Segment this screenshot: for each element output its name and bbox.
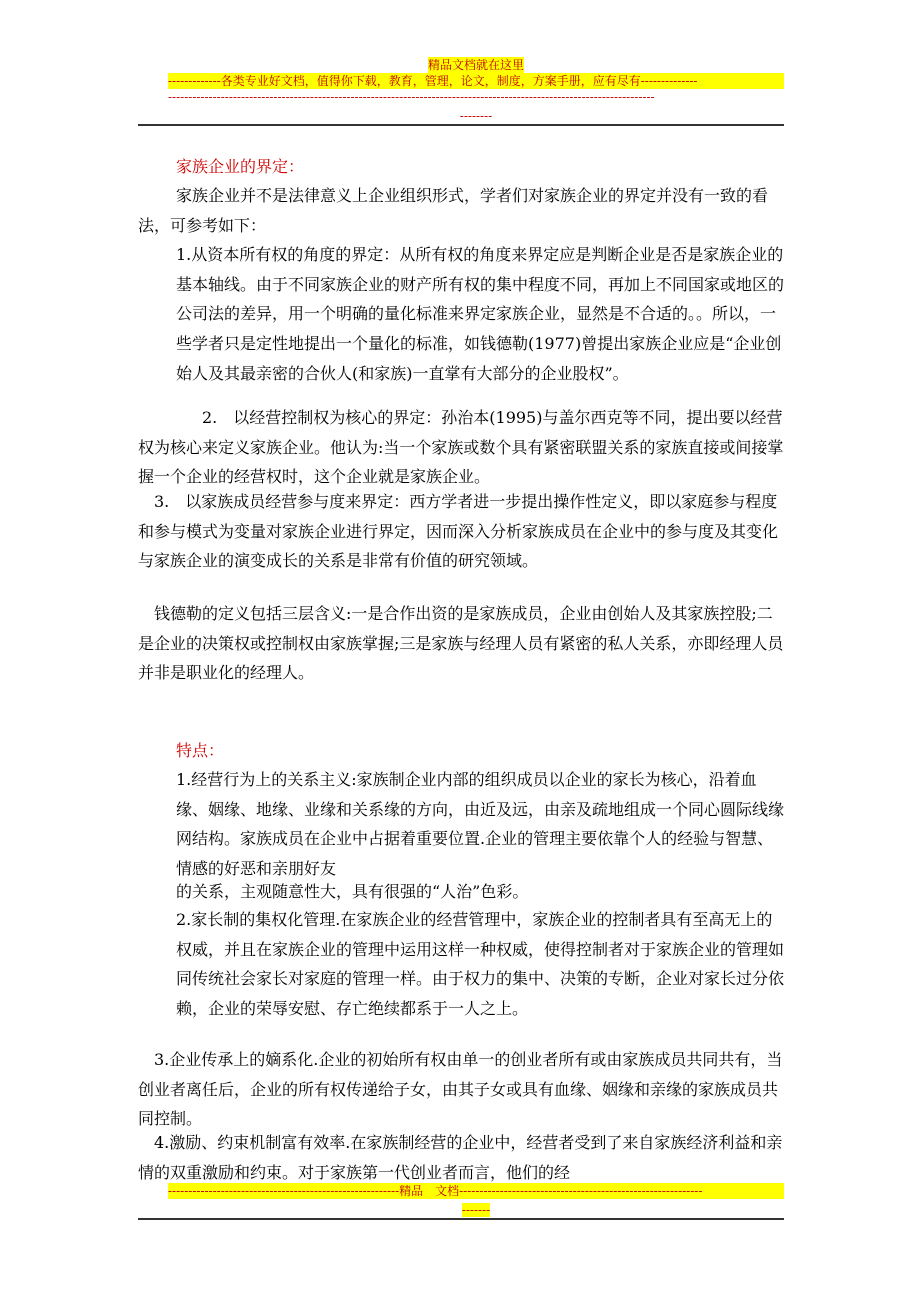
section1-heading: 家族企业的界定： xyxy=(176,157,305,176)
section2-item1-cont: 的关系，主观随意性大，具有很强的“人治”色彩。 xyxy=(176,882,529,901)
header-rule xyxy=(138,124,784,126)
page-header xyxy=(168,54,784,124)
footer-rule xyxy=(138,1218,784,1220)
section2-item2: 2.家长制的集权化管理.在家族企业的经营管理中，家族企业的控制者具有至高无上的权威，并且在家族企业的管理中运用这样一种权威，使得控制者对于家族企业的管理如同传统社会家长对家庭的管理一样。由于权力的集中、决策的专断，企业对家长过分依赖，企业的荣辱安慰、存亡绝续都系于一人之上。 xyxy=(176,910,785,1019)
footer-line: ---------------------------------------------------------精品 文档------------------------------------------------------------ xyxy=(168,1183,784,1199)
section1-item3: 3. 以家族成员经营参与度来界定：西方学者进一步提出操作性定义，即以家庭参与程度和参与模式为变量对家族企业进行界定，因而深入分析家族成员在企业中的参与度及其变化与家族企业的演变成长的关系是非常有价值的研究领域。 xyxy=(138,492,779,571)
section1-item1: 1.从资本所有权的角度的界定：从所有权的角度来界定应是判断企业是否是家族企业的基本轴线。由于不同家族企业的财产所有权的集中程度不同，再加上不同国家或地区的公司法的差异，用一个明确的量化标准来界定家族企业，显然是不合适的。。所以，一些学者只是定性地提出一个量化的标准，如钱德勒(1977)曾提出家族企业应是“企业创始人及其最亲密的合伙人(和家族)一直掌有大部分的企业股权”。 xyxy=(176,245,785,383)
section2-item1: 1.经营行为上的关系主义:家族制企业内部的组织成员以企业的家长为核心，沿着血缘、姻缘、地缘、业缘和关系缘的方向，由近及远，由亲及疏地组成一个同心圆际线缘网结构。家族成员在企业中占据着重要位置.企业的管理主要依靠个人的经验与智慧、情感的好恶和亲朋好友 xyxy=(176,770,785,879)
footer-tail-wrap xyxy=(168,1199,784,1218)
section2-item4: 4.激励、约束机制富有效率.在家族制经营的企业中，经营者受到了来自家族经济利益和亲情的双重激励和约束。对于家族第一代创业者而言，他们的经 xyxy=(138,1133,783,1182)
section1-note: 钱德勒的定义包括三层含义:一是合作出资的是家族成员，企业由创始人及其家族控股;二是企业的决策权或控制权由家族掌握;三是家族与经理人员有紧密的私人关系，亦即经理人员并非是职业化的经理人。 xyxy=(138,604,784,683)
section1-intro: 家族企业并不是法律意义上企业组织形式，学者们对家族企业的界定并没有一致的看法，可参考如下： xyxy=(138,186,769,235)
section2-heading: 特点： xyxy=(176,741,225,760)
footer-tail: ------- xyxy=(461,1203,491,1217)
header-dash-line: ------------------------------------------------------------------------------------------------------------------------ xyxy=(168,90,655,104)
page-footer xyxy=(168,1183,784,1218)
header-tagline: -------------各类专业好文档，值得你下载，教育，管理，论文，制度，方案手册，应有尽有-------------- xyxy=(168,73,784,89)
header-dash-tail-wrap xyxy=(168,105,784,124)
section1-item2: 2. 以经营控制权为核心的界定：孙治本(1995)与盖尔西克等不同，提出要以经营权为核心来定义家族企业。他认为:当一个家族或数个具有紧密联盟关系的家族直接或间接掌握一个企业的经营权时，这个企业就是家族企业。 xyxy=(138,408,784,487)
header-dash-tail: -------- xyxy=(459,109,493,123)
section2-item3: 3.企业传承上的嫡系化.企业的初始所有权由单一的创业者所有或由家族成员共同共有，当创业者离任后，企业的所有权传递给子女，由其子女或具有血缘、姻缘和亲缘的家族成员共同控制。 xyxy=(138,1050,783,1129)
header-title: 精品文档就在这里 xyxy=(427,58,524,72)
